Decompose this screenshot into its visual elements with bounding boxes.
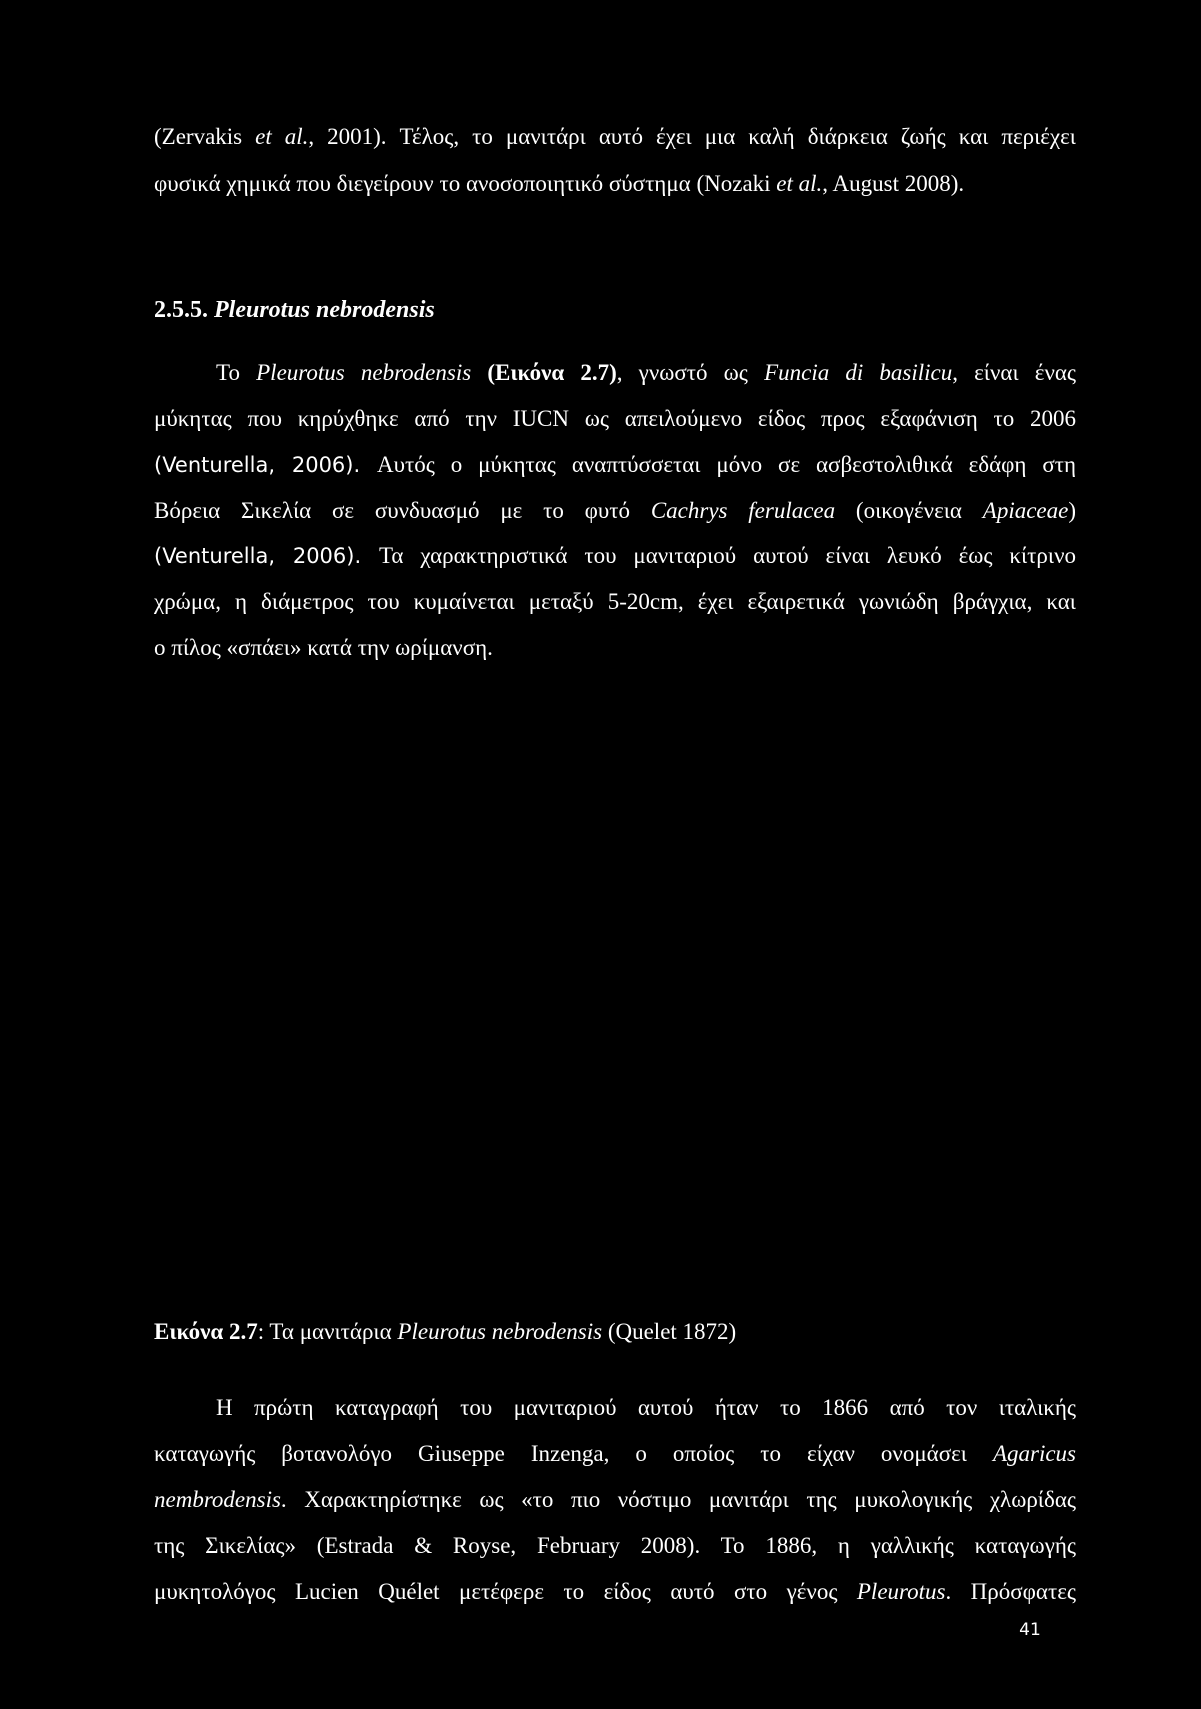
- italic-text: Pleurotus nebrodensis: [256, 360, 472, 385]
- text-run: ): [1068, 498, 1077, 523]
- page-number: 41: [1019, 1620, 1041, 1640]
- text-run: (Venturella, 2006).: [154, 544, 379, 568]
- text-run: μυκητολόγος Lucien Quélet μετέφερε το είδος αυτό στο γένος: [154, 1579, 857, 1604]
- section-heading: [154, 295, 1076, 325]
- text-run: : Τα μανιτάρια: [257, 1319, 398, 1344]
- text-run: (Quelet 1872): [602, 1319, 737, 1344]
- text-run: Τα χαρακτηριστικά του μανιταριού αυτού είναι λευκό έως κίτρινο: [378, 543, 1076, 568]
- italic-text: Pleurotus nebrodensis: [397, 1319, 603, 1344]
- text-run: . Πρόσφατες: [945, 1579, 1076, 1604]
- italic-text: et al.: [776, 171, 823, 196]
- text-run: χρώμα, η διάμετρος του κυμαίνεται μεταξύ 5-20cm, έχει εξαιρετικά γωνιώδη βράγχια, και: [154, 589, 1076, 614]
- text-run: καταγωγής βοτανολόγο Giuseppe Inzenga, ο οποίος το είχαν ονομάσει: [154, 1441, 993, 1466]
- paragraph-2-line-7: [154, 633, 1076, 663]
- text-run: φυσικά χημικά που διεγείρουν το ανοσοποιητικό σύστημα (Nozaki: [154, 171, 777, 196]
- paragraph-2-line-3: [154, 450, 1076, 480]
- text-run: (Venturella, 2006).: [154, 453, 377, 477]
- paragraph-3-line-5: [154, 1577, 1076, 1607]
- text-run: , 2001). Τέλος, το μανιτάρι αυτό έχει μια καλή διάρκεια ζωής και περιέχει: [308, 124, 1076, 149]
- text-run: της Σικελίας» (Estrada & Royse, February 2008). Το 1886, η γαλλικής καταγωγής: [154, 1533, 1076, 1558]
- text-run: Βόρεια Σικελία σε συνδυασμό με το φυτό: [154, 498, 651, 523]
- text-run: Το: [216, 360, 257, 385]
- italic-text: Apiaceae: [982, 498, 1069, 523]
- text-run: ο πίλος «σπάει» κατά την ωρίμανση.: [154, 635, 493, 660]
- bold-figure-ref: (Εικόνα 2.7): [471, 360, 617, 385]
- figure-image: [154, 705, 1076, 1305]
- text-run: , γνωστό ως: [616, 360, 765, 385]
- section-title: Pleurotus nebrodensis: [214, 297, 435, 323]
- italic-text: Pleurotus: [856, 1579, 946, 1604]
- text-run: , August 2008).: [822, 171, 965, 196]
- text-run: . Χαρακτηρίστηκε ως «το πιο νόστιμο μανιτάρι της μυκολογικής χλωρίδας: [280, 1487, 1076, 1512]
- text-run: (Zervakis: [154, 124, 256, 149]
- paragraph-3-line-2: [154, 1439, 1076, 1469]
- paragraph-3-line-4: [154, 1531, 1076, 1561]
- text-run: (οικογένεια: [835, 498, 983, 523]
- paragraph-2-line-5: [154, 541, 1076, 571]
- italic-text: Agaricus: [992, 1441, 1076, 1466]
- italic-text: Cachrys ferulacea: [650, 498, 836, 523]
- paragraph-1-line-2: [154, 169, 1076, 199]
- paragraph-2-line-6: [154, 587, 1076, 617]
- paragraph-3-line-3: [154, 1485, 1076, 1515]
- figure-caption: [154, 1317, 1076, 1347]
- section-number: 2.5.5.: [154, 297, 208, 323]
- paragraph-1-line-1: [154, 122, 1076, 152]
- paragraph-2-line-2: [154, 404, 1076, 434]
- paragraph-2-line-1: [216, 358, 1076, 388]
- italic-text: et al.: [255, 124, 309, 149]
- text-run: Η πρώτη καταγραφή του μανιταριού αυτού ήταν το 1866 από τον ιταλικής: [216, 1395, 1076, 1420]
- paragraph-2-line-4: [154, 496, 1076, 526]
- text-run: , είναι ένας: [952, 360, 1077, 385]
- paragraph-3-line-1: [216, 1393, 1076, 1423]
- text-run: μύκητας που κηρύχθηκε από την IUCN ως απειλούμενο είδος προς εξαφάνιση το 2006: [154, 406, 1076, 431]
- italic-text: nembrodensis: [154, 1487, 281, 1512]
- text-run: Αυτός ο μύκητας αναπτύσσεται μόνο σε ασβεστολιθικά εδάφη στη: [377, 452, 1076, 477]
- italic-text: Funcia di basilicu: [764, 360, 953, 385]
- caption-label: Εικόνα 2.7: [154, 1319, 258, 1344]
